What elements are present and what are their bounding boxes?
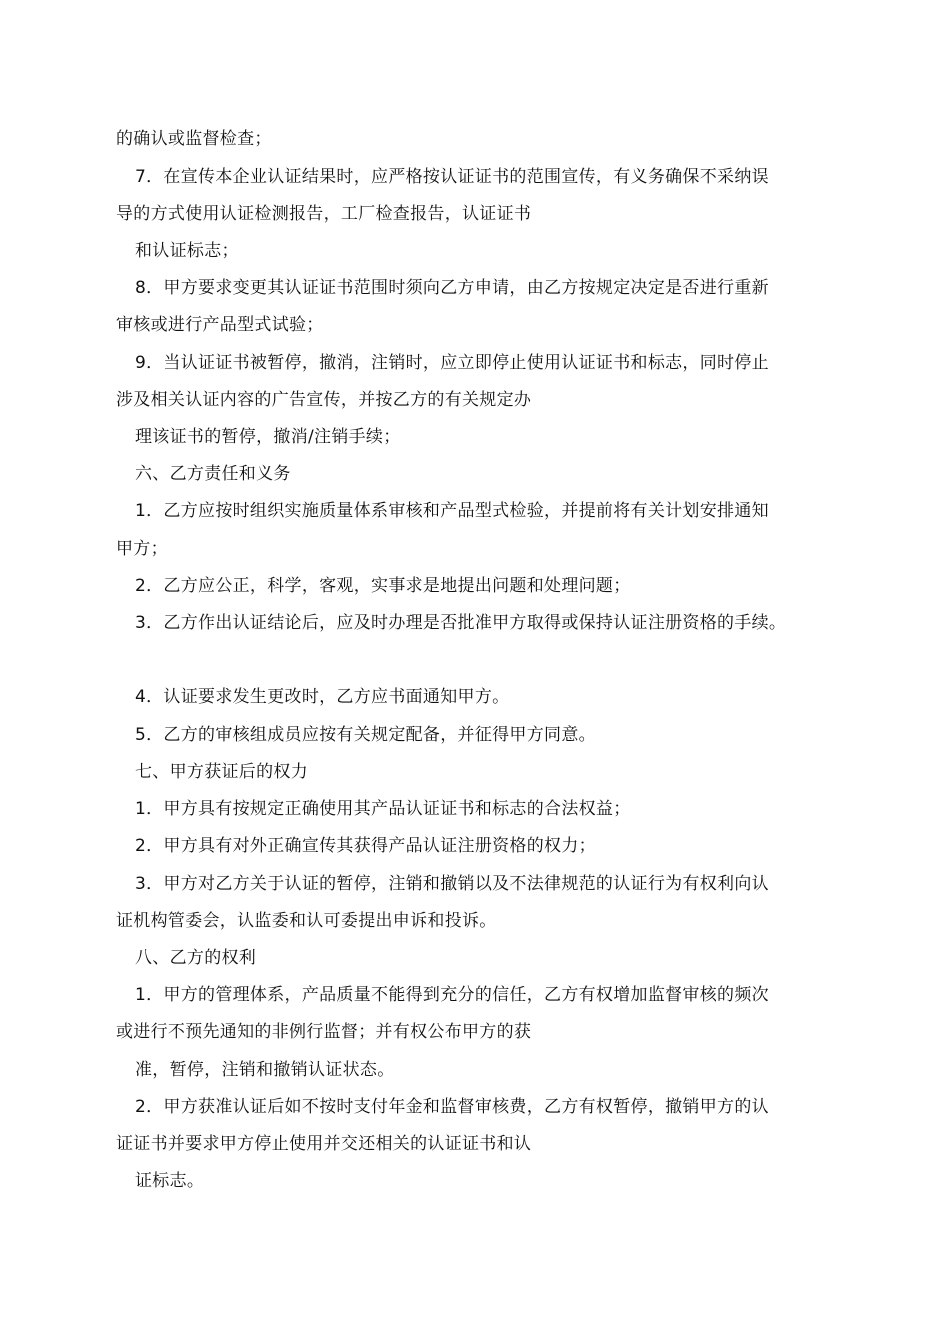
text-line: 2．乙方应公正，科学，客观，实事求是地提出问题和处理问题； <box>135 576 631 596</box>
text-line: 9．当认证证书被暂停，撤消，注销时，应立即停止使用认证证书和标志，同时停止 <box>135 353 769 373</box>
text-line: 3．甲方对乙方关于认证的暂停，注销和撤销以及不法律规范的认证行为有权利向认 <box>135 874 769 894</box>
text-line: 甲方； <box>116 539 168 559</box>
text-line: 准，暂停，注销和撤销认证状态。 <box>135 1060 395 1080</box>
text-line: 和认证标志； <box>135 241 239 261</box>
text-line: 或进行不预先通知的非例行监督；并有权公布甲方的获 <box>116 1022 532 1042</box>
text-line: 4．认证要求发生更改时，乙方应书面通知甲方。 <box>135 687 510 707</box>
section-heading: 六、乙方责任和义务 <box>135 464 291 484</box>
text-line: 证机构管委会，认监委和认可委提出申诉和投诉。 <box>116 911 497 931</box>
text-line: 7．在宣传本企业认证结果时，应严格按认证证书的范围宣传，有义务确保不采纳误 <box>135 167 769 187</box>
text-line: 审核或进行产品型式试验； <box>116 315 324 335</box>
text-line: 的确认或监督检查； <box>116 129 272 149</box>
text-line: 涉及相关认证内容的广告宣传，并按乙方的有关规定办 <box>116 390 532 410</box>
text-line: 证证书并要求甲方停止使用并交还相关的认证证书和认 <box>116 1134 532 1154</box>
text-line: 证标志。 <box>135 1171 205 1191</box>
text-line: 导的方式使用认证检测报告，工厂检查报告，认证证书 <box>116 204 532 224</box>
section-heading: 八、乙方的权利 <box>135 948 257 968</box>
text-line: 2．甲方具有对外正确宣传其获得产品认证注册资格的权力； <box>135 836 596 856</box>
section-heading: 七、甲方获证后的权力 <box>135 762 308 782</box>
text-line: 2．甲方获准认证后如不按时支付年金和监督审核费，乙方有权暂停，撤销甲方的认 <box>135 1097 769 1117</box>
text-line: 1．甲方具有按规定正确使用其产品认证证书和标志的合法权益； <box>135 799 631 819</box>
text-line: 1．甲方的管理体系，产品质量不能得到充分的信任，乙方有权增加监督审核的频次 <box>135 985 769 1005</box>
text-line: 理该证书的暂停，撤消/注销手续； <box>135 427 401 447</box>
text-line: 8．甲方要求变更其认证证书范围时须向乙方申请，由乙方按规定决定是否进行重新 <box>135 278 769 298</box>
text-line: 3．乙方作出认证结论后，应及时办理是否批准甲方取得或保持认证注册资格的手续。 <box>135 613 787 633</box>
text-line: 5．乙方的审核组成员应按有关规定配备，并征得甲方同意。 <box>135 725 596 745</box>
text-line: 1．乙方应按时组织实施质量体系审核和产品型式检验，并提前将有关计划安排通知 <box>135 501 769 521</box>
